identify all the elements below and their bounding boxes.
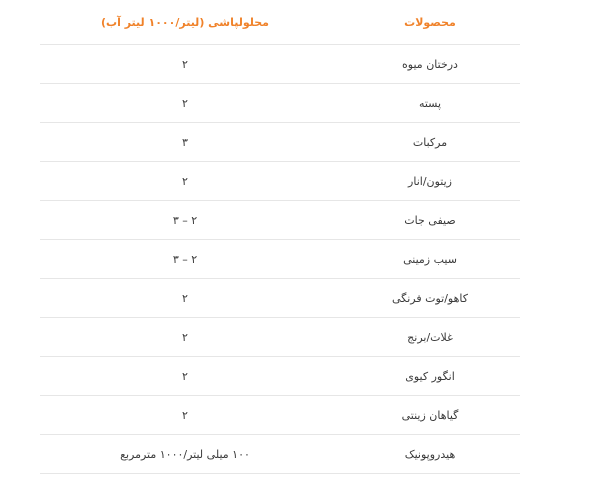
table-row [40,279,520,318]
table-row [40,45,520,84]
row-value: ۲ – ۳ [172,252,198,266]
row-product: گیاهان زینتی [401,408,459,422]
table-row [40,396,520,435]
row-value: ۳ [182,135,188,149]
row-value: ۲ [182,330,188,344]
row-product: سیب زمینی [403,252,457,266]
dosage-table [40,0,520,474]
table-row [40,357,520,396]
header-product: محصولات [404,15,456,29]
table-row [40,201,520,240]
row-value: ۲ [182,408,188,422]
row-value: ۲ [182,174,188,188]
table-row [40,240,520,279]
row-value: ۲ [182,369,188,383]
row-product: زیتون/انار [408,174,452,188]
table-row [40,123,520,162]
row-product: انگور کیوی [405,369,455,383]
row-product: غلات/برنج [407,330,453,344]
table-row [40,162,520,201]
row-value: ۲ [182,96,188,110]
row-value: ۲ [182,57,188,71]
header-value: محلولپاشی (لیتر/۱۰۰۰ لیتر آب) [101,15,269,29]
row-product: درختان میوه [402,57,458,71]
row-value: ۱۰۰ میلی لیتر/۱۰۰۰ مترمربع [120,447,250,461]
row-product: هیدروپونیک [404,447,456,461]
table-row [40,84,520,123]
row-value: ۲ [182,291,188,305]
table-row [40,435,520,474]
row-product: پسته [418,96,442,110]
row-product: مرکبات [412,135,448,149]
row-product: صیفی جات [404,213,456,227]
row-product: کاهو/توت فرنگی [392,291,469,305]
table-header [40,0,520,45]
table-row [40,318,520,357]
row-value: ۲ – ۳ [172,213,198,227]
